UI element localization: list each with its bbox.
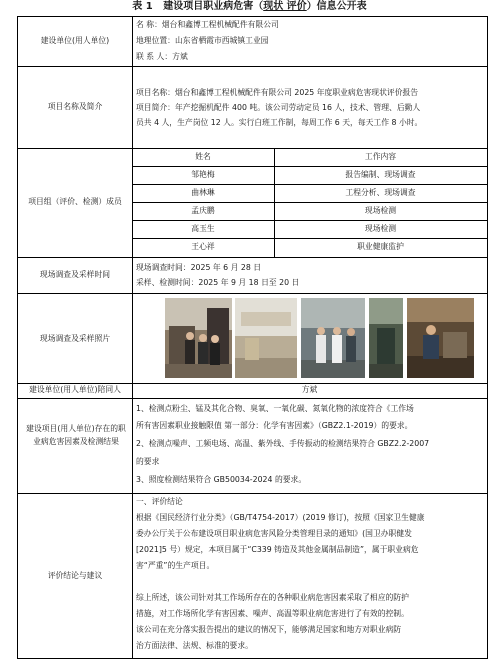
member-work: 现场检测 <box>364 224 397 233</box>
unit-name: 名 称：烟台和鑫博工程机械配件有限公司 <box>136 20 279 29</box>
disclosure-table <box>17 16 488 659</box>
member-work: 工程分析、现场调查 <box>345 188 416 197</box>
team-label: 项目组（评价、检测）成员 <box>28 197 122 206</box>
project-line: 项目名称：烟台和鑫博工程机械配件有限公司 2025 年度职业病危害现状评价报告 <box>136 88 419 97</box>
unit-address: 地理位置：山东省栖霞市西城镇工业园 <box>136 36 269 45</box>
unit-label: 建设单位(用人单位) <box>40 36 110 45</box>
survey-date: 现场调查时间：2025 年 6 月 28 日 <box>136 263 262 272</box>
sampling-date: 采样、检测时间：2025 年 9 月 18 日至 20 日 <box>136 278 300 287</box>
conclusion-line: 根据《国民经济行业分类》（GB/T4754-2017）(2019 修订)，按照《国家卫生健康 <box>136 513 425 522</box>
site-photo-3 <box>301 298 365 378</box>
factor-line: 所有害因素职业接触限值 第一部分：化学有害因素》（GBZ2.1-2019）的要求。 <box>136 421 413 430</box>
project-label: 项目名称及简介 <box>47 102 103 111</box>
accompany-label: 建设单位(用人单位)陪同人 <box>29 385 121 394</box>
team-header-name: 姓名 <box>195 152 211 161</box>
member-name: 王心祥 <box>191 242 215 251</box>
member-name: 邹艳梅 <box>191 170 215 179</box>
survey-time-label: 现场调查及采样时间 <box>39 270 111 279</box>
member-work: 现场检测 <box>364 206 397 215</box>
member-name: 孟庆鹏 <box>191 206 215 215</box>
site-photo-5 <box>407 298 474 378</box>
conclusion-line: 该公司在充分落实报告提出的建议的情况下，能够满足国家和地方对职业病防 <box>136 625 402 634</box>
conclusion-line: 措施，对工作场所化学有害因素、噪声、高温等职业病危害进行了有效的控制。 <box>136 609 409 618</box>
accompany-name: 方斌 <box>301 385 318 394</box>
table-title: 表 1 建设项目职业病危害（现状 评价）信息公开表 <box>132 1 367 12</box>
factor-line: 3、照度检测结果符合 GB50034-2024 的要求。 <box>136 475 307 484</box>
project-line: 项目简介：年产挖掘机配件 400 吨。该公司劳动定员 16 人，技术、管理、后勤人 <box>136 103 421 112</box>
site-photo-1 <box>165 298 232 378</box>
photos-label: 现场调查及采样照片 <box>39 334 111 343</box>
team-header-work: 工作内容 <box>364 152 397 161</box>
member-work: 报告编制、现场调查 <box>345 170 416 179</box>
project-line: 员共 4 人，生产岗位 12 人。实行白班工作制，每周工作 6 天，每天工作 8 小时。 <box>136 118 423 127</box>
factor-line: 1、检测点粉尘、锰及其化合物、臭氧、一氧化碳、氮氧化物的浓度符合《工作场 <box>136 404 414 413</box>
conclusion-line: 治方面法律、法规、标准的要求。 <box>136 641 253 650</box>
member-name: 高玉生 <box>191 224 215 233</box>
factor-line: 2、检测点噪声、工频电场、高温、紫外线、手传振动的检测结果符合 GBZ2.2-2007 <box>136 439 430 448</box>
conclusion-line: 委办公厅关于公布建设项目职业病危害风险分类管理目录的通知》(国卫办职健发 <box>136 529 412 538</box>
factor-line: 的要求 <box>136 457 160 466</box>
member-name: 曲林琳 <box>191 188 215 197</box>
unit-contact: 联 系 人：方斌 <box>136 52 188 61</box>
conclusion-line: 综上所述，该公司针对其工作场所存在的各种职业病危害因素采取了相应的防护 <box>136 593 409 602</box>
conclusion-label: 评价结论与建议 <box>47 571 103 580</box>
factors-label: 建设项目(用人单位)存在的职业病危害因素及检测结果 <box>26 424 126 446</box>
site-photo-2 <box>235 298 297 378</box>
conclusion-line: [2021]5 号）规定，本项目属于“C339 铸造及其他金属制品制造”，属于职业病危 <box>136 545 419 554</box>
conclusion-line: 一、评价结论 <box>136 497 183 506</box>
member-work: 职业健康监护 <box>357 242 404 251</box>
site-photo-4 <box>369 298 403 378</box>
conclusion-line: 害“严重”的生产项目。 <box>136 561 215 570</box>
